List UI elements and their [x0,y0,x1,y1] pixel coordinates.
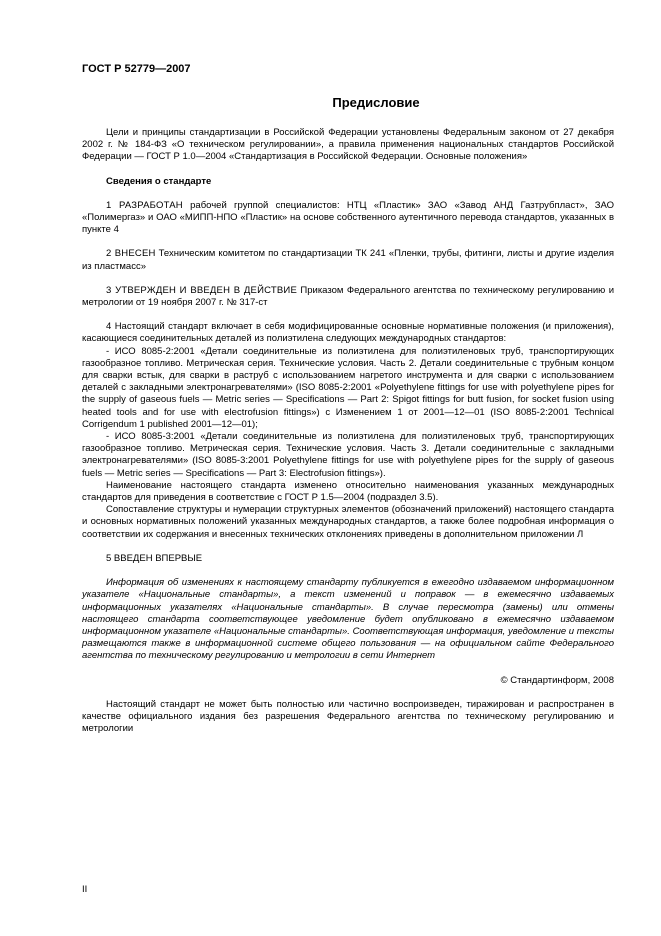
item-3 [82,285,614,309]
item-4-intro: 4 Настоящий стандарт включает в себя модифицированные основные нормативные положения (и приложения), касающиеся соединительных деталей из полиэтилена следующих международных стандартов: [82,321,614,345]
intro-paragraph: Цели и принципы стандартизации в Российской Федерации установлены Федеральным законом от 27 декабря 2002 г. № 184-ФЗ «О техническом регулировании», а правила применения национальных стандартов Российской Федерации — ГОСТ Р 1.0—2004 «Стандартизация в Российской Федерации. Основные положения» [82,127,614,163]
item-5: 5 ВВЕДЕН ВПЕРВЫЕ [106,552,203,564]
item-1-lead: 1 РАЗРАБОТАН [106,199,183,211]
section-heading: Сведения о стандарте [106,175,212,187]
item-3-lead: 3 УТВЕРЖДЕН И ВВЕДЕН В ДЕЙСТВИЕ [106,284,297,296]
page-title: Предисловие [332,95,420,110]
reproduction-notice: Настоящий стандарт не может быть полностью или частично воспроизведен, тиражирован и распространен в качестве официального издания без разрешения Федерального агентства по техническому регулированию и метрологии [82,698,614,735]
item-4-name-change: Наименование настоящего стандарта изменено относительно наименования указанных международных стандартов для приведения в соответствие с ГОСТ Р 1.5—2004 (подраздел 3.5). [82,479,614,504]
item-2 [82,248,614,272]
item-4-comparison: Сопоставление структуры и нумерации структурных элементов (обозначений приложений) настоящего стандарта и основных нормативных положений указанных международных стандартов, а также более подробная информация о соответствии их содержания и внесенных технических отклонениях приведены в дополнительном приложении Л [82,504,614,540]
item-3-text: Приказом Федерального агентства по техническому регулированию и метрологии от 19 ноября 2007 г. № 317-ст [82,284,615,309]
page-number: II [82,884,88,895]
item-1 [82,200,614,237]
document-page [82,62,614,735]
item-4-iso-part3: - ИСО 8085-3:2001 «Детали соединительные из полиэтилена для полиэтиленовых труб, транспортирующих газообразное топливо. Метрическая серия. Технические условия. Часть 3. Детали соединительные с закладными электронагревателями» (ISO 8085-3:2001 Polyethylene fittings for use with polyethylene pipes for the supply of gaseous fuels — Metric series — Specifications — Part 3: Electrofusion fittings»). [82,431,614,479]
standard-header: ГОСТ Р 52779—2007 [82,63,191,75]
item-2-text: Техническим комитетом по стандартизации ТК 241 «Пленки, трубы, фитинги, листы и другие изделия из пластмасс» [82,248,614,272]
copyright: © Стандартинформ, 2008 [500,674,614,686]
changes-info: Информация об изменениях к настоящему стандарту публикуется в ежегодно издаваемом информационном указателе «Национальные стандарты», а текст изменений и поправок — в ежемесячно издаваемых информационных указателях «Национальные стандарты». В случае пересмотра (замены) или отмены настоящего стандарта соответствующее уведомление будет опубликовано в ежемесячно издаваемом информационном указателе «Национальные стандарты». Соответствующая информация, уведомление и тексты размещаются также в информационной системе общего пользования — на официальном сайте Федерального агентства по техническому регулированию и метрологии в сети Интернет [82,577,614,662]
item-4-iso-part2: - ИСО 8085-2:2001 «Детали соединительные из полиэтилена для полиэтиленовых труб, транспортирующих газообразное топливо. Метрическая серия. Технические условия. Часть 2. Детали соединительные с трубным концом для сварки встык, для сварки в раструб с использованием нагретого инструмента и для сварки с использованием деталей с закладными электронагревателями» (ISO 8085-2:2001 «Polyethylene fittings for use with polyethylene pipes for the supply of gaseous fuels — Metric series — Specifications — Part 2: Spigot fittings for butt fusion, for socket fusion using heated tools and for use with electrofusion fittings») с Изменением 1 от 2001—12—01 (ISO 8085-2:2001 Technical Corrigendum 1 published 2001—12—01); [82,345,614,430]
item-2-lead: 2 ВНЕСЕН [106,248,156,260]
item-1-text: рабочей группой специалистов: НТЦ «Пластик» ЗАО «Завод АНД Газтрубпласт», ЗАО «Полимергаз» и ОАО «МИПП-НПО «Пластик» на основе собственного аутентичного перевода стандартов, указанных в пункте 4 [82,199,614,236]
